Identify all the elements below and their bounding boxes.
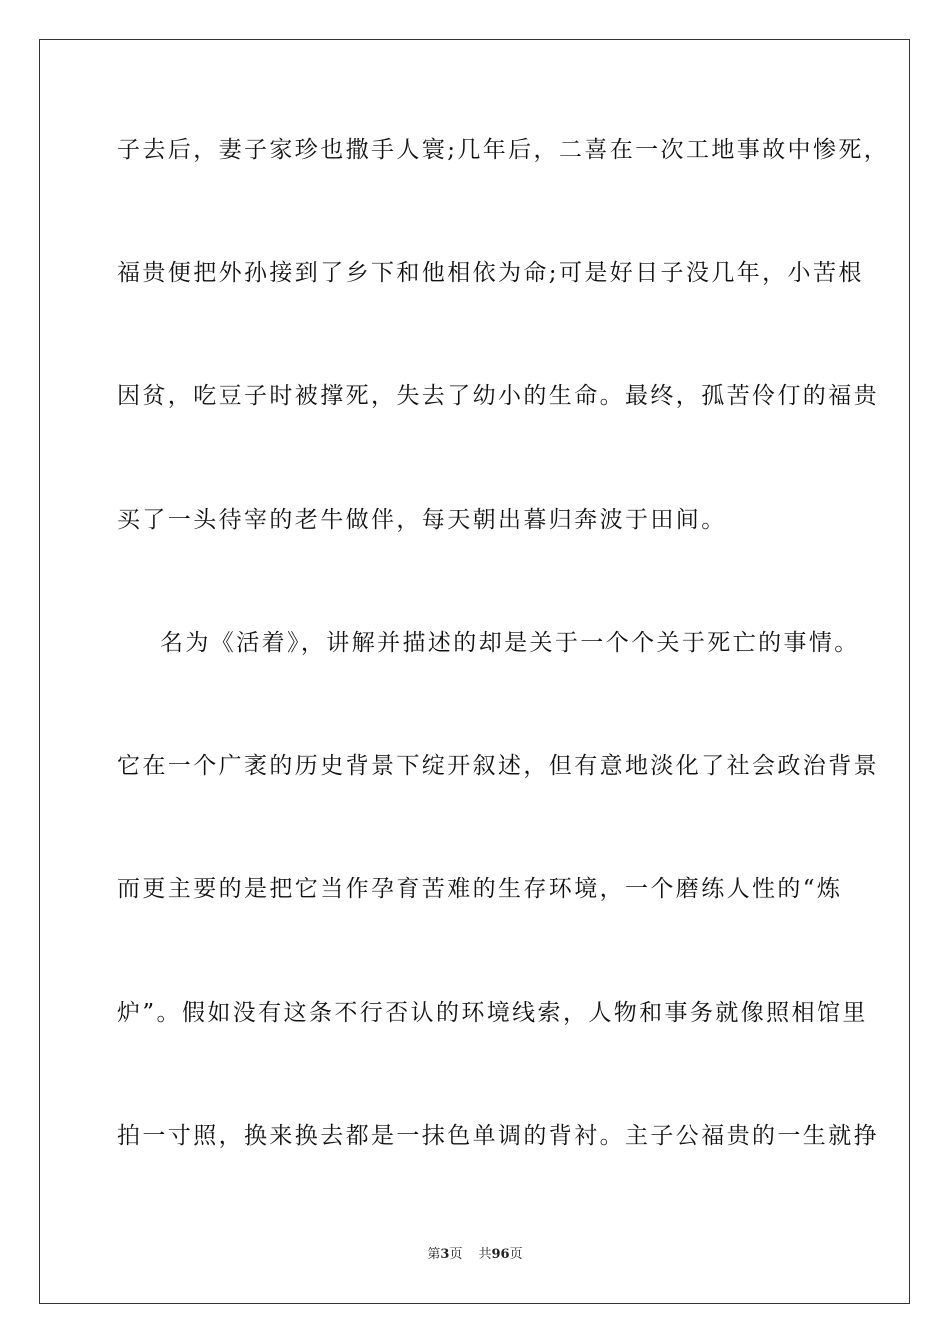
body-text-line-7: 而更主要的是把它当作孕育苦难的生存环境，一个磨练人性的“炼 <box>117 876 843 902</box>
total-label-suffix: 页 <box>509 1247 523 1262</box>
page-footer <box>0 1246 950 1264</box>
body-text-line-2: 福贵便把外孙接到了乡下和他相依为命;可是好日子没几年，小苦根 <box>117 260 864 286</box>
paragraph-start-line: 名为《活着》，讲解并描述的却是关于一个个关于死亡的事情。 <box>160 630 860 656</box>
page-number: 3 <box>440 1247 450 1262</box>
body-text-line-8: 炉”。假如没有这条不行否认的环境线索，人物和事务就像照相馆里 <box>117 1000 868 1026</box>
page-label-prefix: 第 <box>427 1247 441 1262</box>
page-border <box>39 39 910 1304</box>
total-label-prefix: 共 <box>478 1247 492 1262</box>
body-text-line-6: 它在一个广袤的历史背景下绽开叙述，但有意地淡化了社会政治背景 <box>117 753 879 779</box>
body-text-line-3: 因贫，吃豆子时被撑死，失去了幼小的生命。最终，孤苦伶仃的福贵 <box>117 383 879 409</box>
body-text-line-9: 拍一寸照，换来换去都是一抹色单调的背衬。主子公福贵的一生就挣 <box>117 1123 879 1149</box>
body-text-line-1: 子去后，妻子家珍也撒手人寰;几年后，二喜在一次工地事故中惨死， <box>117 137 890 163</box>
body-text-line-4: 买了一头待宰的老牛做伴，每天朝出暮归奔波于田间。 <box>117 507 727 533</box>
page-label-suffix: 页 <box>449 1247 463 1262</box>
total-pages: 96 <box>491 1247 510 1262</box>
